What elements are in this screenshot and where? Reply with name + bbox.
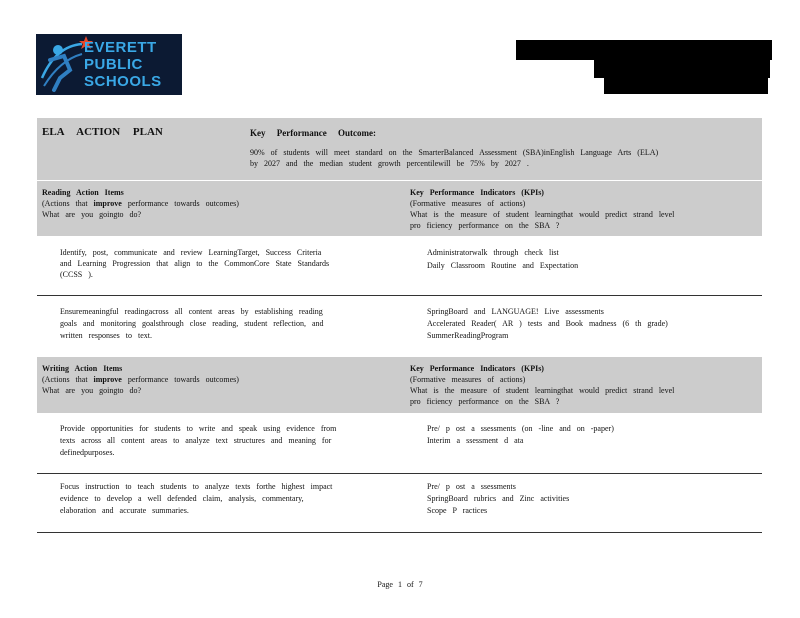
action-item-line: written responses to text.	[60, 331, 152, 340]
kpi-item: Daily Classroom Routine and Expectation	[427, 261, 579, 270]
action-item-line: Provide opportunities for students to write and speak using evidence from	[60, 424, 337, 433]
redaction-block	[594, 58, 770, 78]
logo-text-schools: SCHOOLS	[84, 73, 162, 90]
reading-kpi-question-2: pro ficiency performance on the SBA ?	[410, 221, 560, 230]
kpi-item: SpringBoard rubrics and Zinc activities	[427, 494, 570, 503]
row-divider	[37, 295, 762, 296]
kpi-item: Administratorwalk through check list	[427, 248, 559, 257]
writing-kpi-question-1: What is the measure of student learningthat would predict strand level	[410, 386, 675, 395]
reading-kpi-question-1: What is the measure of student learningthat would predict strand level	[410, 210, 675, 219]
redaction-block	[516, 40, 772, 60]
plan-title: ELA ACTION PLAN	[42, 126, 163, 138]
action-item-line: texts across all content areas to analyze text structures and meaning for	[60, 436, 332, 445]
kpi-item: SpringBoard and LANGUAGE! Live assessments	[427, 307, 604, 316]
logo-text-everett: EVERETT	[84, 39, 157, 56]
reading-title: Reading Action Items	[42, 188, 124, 197]
outcome-line-1: 90% of students will meet standard on the SmarterBalanced Assessment (SBA)inEnglish Language Arts (ELA)	[250, 148, 659, 157]
action-item-line: and Learning Progression that align to the CommonCore State Standards	[60, 259, 330, 268]
district-logo	[36, 34, 182, 95]
row-divider	[37, 532, 762, 533]
kpi-item: Scope P ractices	[427, 506, 488, 515]
writing-kpi-subtitle: (Formative measures of actions)	[410, 375, 526, 384]
kpo-label: Key Performance Outcome:	[250, 128, 376, 138]
row-divider	[37, 473, 762, 474]
action-item-line: Focus instruction to teach students to analyze texts forthe highest impact	[60, 482, 333, 491]
kpi-item: Interim a ssessment d ata	[427, 436, 524, 445]
action-item-line: Identify, post, communicate and review LearningTarget, Success Criteria	[60, 248, 322, 257]
kpi-item: SummerReadingProgram	[427, 331, 509, 340]
reading-kpi-subtitle: (Formative measures of actions)	[410, 199, 526, 208]
writing-title: Writing Action Items	[42, 364, 123, 373]
writing-kpi-title: Key Performance Indicators (KPIs)	[410, 364, 544, 373]
action-item-line: Ensuremeaningful readingacross all content areas by establishing reading	[60, 307, 323, 316]
kpi-item: Pre/ p ost a ssessments	[427, 482, 516, 491]
action-item-line: evidence to develop a well defended claim, analysis, commentary,	[60, 494, 304, 503]
action-item-line: definedpurposes.	[60, 448, 115, 457]
redaction-block	[604, 76, 768, 94]
reading-question: What are you goingto do?	[42, 210, 142, 219]
action-item-line: (CCSS ).	[60, 270, 93, 279]
action-item-line: goals and monitoring goalsthrough close reading, student reflection, and	[60, 319, 324, 328]
writing-kpi-question-2: pro ficiency performance on the SBA ?	[410, 397, 560, 406]
kpi-item: Accelerated Reader( AR ) tests and Book madness (6 th grade)	[427, 319, 668, 328]
action-item-line: elaboration and accurate summaries.	[60, 506, 189, 515]
writing-subtitle: (Actions that improve performance towards outcomes)	[42, 375, 239, 384]
kpi-item: Pre/ p ost a ssessments (on -line and on -paper)	[427, 424, 614, 433]
reading-subtitle: (Actions that improve performance towards outcomes)	[42, 199, 239, 208]
writing-question: What are you goingto do?	[42, 386, 142, 395]
page-number: Page 1 of 7	[377, 580, 423, 589]
outcome-line-2: by 2027 and the median student growth percentilewill be 75% by 2027 .	[250, 159, 529, 168]
reading-kpi-title: Key Performance Indicators (KPIs)	[410, 188, 544, 197]
logo-text-public: PUBLIC	[84, 56, 143, 73]
